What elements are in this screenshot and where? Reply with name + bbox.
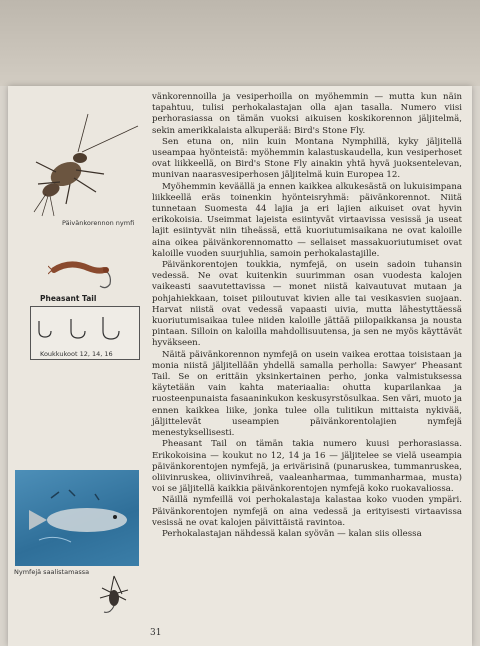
hook-sizes-caption: Koukkukoot 12, 14, 16	[40, 350, 113, 358]
paragraph: Perhokalastajan nähdessä kalan syövän — kalan siis ollessa	[162, 528, 422, 539]
paragraph: Näillä nymfeillä voi perhokalastaja kalastaa koko vuoden ympäri. Päivänkorentojen nymfejä on aina vedessä ja erityisesti virtaavissa vesissä ne ovat kalojen päivittäistä ravintoa.	[152, 495, 462, 528]
page-number: 31	[150, 628, 162, 638]
background-surface	[0, 0, 480, 86]
nymphs-feeding-image	[15, 470, 139, 566]
pheasant-tail-fly-illustration	[48, 256, 118, 292]
hook-icons	[31, 307, 139, 347]
pheasant-tail-label: Pheasant Tail	[40, 294, 97, 303]
paragraph: Pheasant Tail on tämän takia numero kuusi perhorasiassa. Erikokoisina — koukut no 12, 14 ja 16 — jäljitelee se vielä useampia päivänkorentojen nymfejä, ja erivärisinä (punaruskea, tummanruskea, oliivinruskea, oliivinvihreä, vaaleanharmaa, tummanharmaa, musta) voi se jäljitellä kaikkia päivänkorentojen nymfejä koko ruokavaliossa.	[152, 439, 462, 495]
nymphs-feeding-caption: Nymfejä saalistamassa	[14, 568, 90, 576]
paragraph: vänkorennoilla ja vesiperhoilla on myöhemmin — mutta kun näin tapahtuu, tulisi perhokalastajan olla ajan tasalla. Numero viisi perhorasiassa on tämän vuoksi aikuisen koskikorennon jäljitelmä, sekin amerikkalaista alkuperää: Bird's Stone Fly.	[152, 92, 462, 136]
article-text	[152, 92, 462, 540]
paragraph: Päivänkorentojen toukkia, nymfejä, on usein sadoin tuhansin vedessä. Ne ovat kuitenkin suurimman osan vuodesta kalojen vaikeasti saavutettavissa — monet niistä kaivautuvat mutaan ja pohjahiekkaan, toiset piiloutuvat kivien alle tai vesikasvien suojaan. Harvat niistä ovat vedessä vapaasti uivia, mutta lähestyttäessä kuoriutumisaikaa tulee niiden kaloille jättää piilopaikkansa ja nousta pintaan. Silloin on kaloilla mahdollisuutensa, ja sen ne myös käyttävät hyväkseen.	[152, 260, 462, 349]
mayfly-nymph-illustration	[26, 112, 146, 222]
fish-illustration	[15, 470, 139, 566]
nymph-caption: Päivänkorennon nymfi	[62, 219, 135, 227]
dry-fly-illustration	[92, 572, 136, 616]
paragraph: Sen etuna on, niin kuin Montana Nymphillä, kyky jäljitellä useampaa hyönteistä: myöhemmin kalastuskaudella, kun vesiperhoset ovat liikkeellä, on Bird's Stone Fly ainakin yhtä hyvä juoksentelevan, munivan naarasvesiperhosen jäljitelmä kuin Europea 12.	[152, 136, 462, 181]
paragraph: Myöhemmin keväällä ja ennen kaikkea alkukesästä on lukuisimpana liikkeellä eräs toinenkin hyönteisryhmä: päivänkorennot. Niitä tunnetaan Suomesta 44 lajia ja eri lajien aikuiset ovat hyvin erikokoisia. Useimmat lajeista esiintyvät virtaavissa vesissä ja useat lajit esiintyvät niin tiheässä, että kuoriutumisaikana ne ovat kaloille aina oikea päivänkorennomatto — sellaiset massakuoriutumiset ovat kaloille vuoden suurjuhlia, samoin perhokalastajille.	[152, 181, 462, 259]
paragraph: Näitä päivänkorennon nymfejä on usein vaikea erottaa toisistaan ja monia niistä jäljitellään yhdellä samalla perholla: Sawyer' Pheasant Tail. Se on erittäin yksinkertainen perho, jonka valmistuksessa käytetään vain kahta materiaalia: ohutta kuparilankaa ja ruosteenpunaista fasaaninkukon keskusyrstösulkaa. Sen väri, muoto ja ennen kaikkea liike, jonka tulee olla tulitikun mittaista nykivää, jäljittelevät useampien päivänkorentolajien nymfejä menestyksellisesti.	[152, 349, 462, 439]
